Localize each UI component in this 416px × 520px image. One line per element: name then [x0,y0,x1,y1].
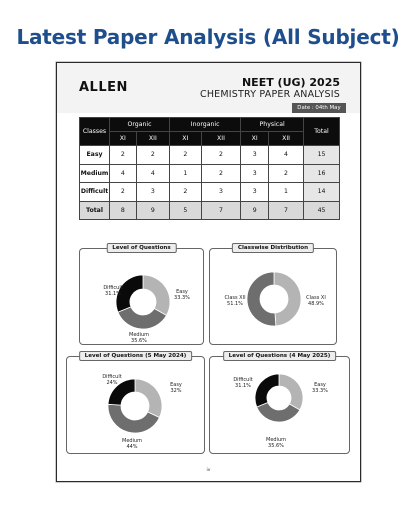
row-total: 16 [304,164,340,183]
table-cell: 3 [136,183,169,202]
table-cell: 4 [269,146,304,165]
table-cell: 4 [110,164,137,183]
table-cell: 8 [110,201,137,220]
card-title: Level of Questions (4 May 2025) [223,351,337,361]
difficult-label: Difficult 31.1% [103,285,123,297]
table-total-row [80,201,340,220]
exam-subtitle: CHEMISTRY PAPER ANALYSIS [200,89,340,100]
classes-header: Classes [80,118,110,146]
table-cell: 3 [241,183,269,202]
donut-slice-difficult [255,374,279,407]
allen-logo: ALLEN [79,80,128,95]
medium-label: Medium 35.6% [129,332,149,344]
row-label: Easy [80,146,110,165]
medium-label: Medium 35.6% [266,437,286,449]
sub-header: XI [170,132,202,146]
table-cell: 3 [201,183,241,202]
level-of-questions-card [79,245,204,345]
table-row [80,146,340,165]
sub-header: XII [201,132,241,146]
table-cell: 2 [110,183,137,202]
card-title: Level of Questions (5 May 2024) [79,351,193,361]
row-label: Total [80,201,110,220]
group-header-inorganic: Inorganic [170,118,241,132]
classwise-distribution-card [209,245,337,345]
analysis-table [79,117,340,220]
row-total: 45 [304,201,340,220]
sub-header: XI [110,132,137,146]
table-cell: 7 [269,201,304,220]
table-cell: 3 [241,146,269,165]
table-cell: 2 [170,183,202,202]
table-cell: 2 [136,146,169,165]
table-row [80,164,340,183]
row-label: Medium [80,164,110,183]
table-cell: 2 [269,164,304,183]
level-2024-card [66,353,205,454]
table-cell: 1 [269,183,304,202]
donut-slice-class-xii [247,272,276,326]
table-cell: 2 [110,146,137,165]
table-cell: 2 [170,146,202,165]
card-title: Classwise Distribution [232,243,314,253]
table-cell: 5 [170,201,202,220]
table-cell: 4 [136,164,169,183]
sub-header: XII [136,132,169,146]
date-badge: Date : 04th May [292,103,346,113]
paper-analysis-page [56,62,361,482]
page-headline: Latest Paper Analysis (All Subject) [16,25,400,49]
page-number: iv [206,468,211,473]
medium-label: Medium 44% [122,438,142,450]
row-total: 15 [304,146,340,165]
table-cell: 7 [201,201,241,220]
sub-header: XI [241,132,269,146]
easy-label: Easy 33.3% [174,289,190,301]
card-title: Level of Questions [106,243,177,253]
group-header-organic: Organic [110,118,170,132]
level-2025-card [209,353,350,454]
donut-slice-easy [135,379,162,417]
easy-label: Easy 33.3% [312,382,328,394]
difficult-label: Difficult 24% [102,374,122,386]
class-xi-label: Class XI 48.9% [306,295,326,307]
sub-header: XII [269,132,304,146]
total-header: Total [304,118,340,146]
class-xii-label: Class XII 51.1% [224,295,246,307]
easy-label: Easy 32% [170,382,182,394]
group-header-physical: Physical [241,118,304,132]
table-row [80,183,340,202]
table-cell: 1 [170,164,202,183]
table-cell: 2 [201,164,241,183]
row-total: 14 [304,183,340,202]
table-cell: 3 [241,164,269,183]
difficult-label: Difficult 31.1% [233,377,253,389]
table-cell: 2 [201,146,241,165]
exam-title: NEET (UG) 2025 [241,76,340,89]
row-label: Difficult [80,183,110,202]
table-cell: 9 [136,201,169,220]
table-cell: 9 [241,201,269,220]
donut-slice-class-xi [274,272,301,326]
